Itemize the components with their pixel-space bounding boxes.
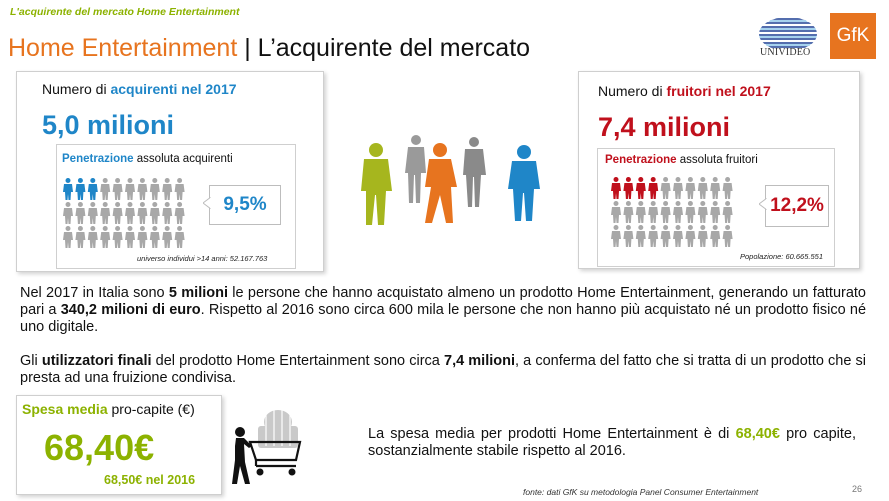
p1-text-2: le persone che hanno acquistato almeno un prodotto Home Entertainment, generando un fatturato pari a bbox=[20, 285, 866, 318]
buyers-label-highlight: acquirenti nel 2017 bbox=[110, 81, 237, 97]
person-icon bbox=[710, 177, 720, 199]
callout-pointer-icon bbox=[203, 197, 211, 209]
person-icon bbox=[150, 226, 160, 248]
buyers-footnote: universo individui >14 anni: 52.167.763 bbox=[137, 254, 268, 263]
person-icon bbox=[648, 225, 658, 247]
title-part-1: Home Entertainment bbox=[8, 34, 238, 62]
person-icon bbox=[648, 177, 658, 199]
users-penetration-label bbox=[605, 154, 758, 166]
person-icon bbox=[698, 177, 708, 199]
businesspeople-group-icon bbox=[352, 132, 552, 228]
person-icon bbox=[150, 202, 160, 224]
p2-bold-2: 7,4 milioni bbox=[444, 353, 516, 369]
person-icon bbox=[685, 225, 695, 247]
users-penetration-rest: assoluta fruitori bbox=[676, 154, 758, 166]
person-icon bbox=[137, 226, 147, 248]
spesa-text-2: pro capite, sostanzialmente stabile rispetto al 2016. bbox=[368, 426, 856, 459]
person-icon bbox=[710, 201, 720, 223]
person-icon bbox=[611, 177, 621, 199]
person-icon bbox=[125, 202, 135, 224]
spesa-label-bold: Spesa media bbox=[22, 401, 108, 417]
users-penetration-value: 12,2% bbox=[770, 195, 824, 216]
person-icon bbox=[113, 226, 123, 248]
person-icon bbox=[162, 202, 172, 224]
page-title bbox=[8, 34, 530, 63]
person-icon bbox=[150, 178, 160, 200]
spesa-label-rest: pro-capite (€) bbox=[107, 401, 195, 417]
univideo-logo-text: UNIVIDEO bbox=[760, 47, 811, 58]
spesa-paragraph bbox=[368, 426, 856, 460]
person-icon bbox=[75, 202, 85, 224]
person-icon bbox=[661, 201, 671, 223]
p2-text-2: del prodotto Home Entertainment sono circa bbox=[151, 353, 444, 369]
person-icon bbox=[63, 226, 73, 248]
person-icon bbox=[723, 201, 733, 223]
callout-pointer-icon bbox=[759, 198, 767, 210]
person-icon bbox=[698, 225, 708, 247]
buyers-penetration-rest: assoluta acquirenti bbox=[133, 153, 233, 165]
person-icon bbox=[88, 226, 98, 248]
person-icon bbox=[88, 178, 98, 200]
person-icon bbox=[113, 178, 123, 200]
person-icon bbox=[723, 177, 733, 199]
person-icon bbox=[162, 226, 172, 248]
person-icon bbox=[636, 201, 646, 223]
person-icon bbox=[162, 178, 172, 200]
person-icon bbox=[636, 225, 646, 247]
p2-bold-1: utilizzatori finali bbox=[41, 353, 152, 369]
person-icon bbox=[125, 178, 135, 200]
buyers-person-grid bbox=[62, 176, 188, 248]
buyers-penetration-callout bbox=[209, 185, 281, 225]
users-label bbox=[598, 83, 771, 99]
person-icon bbox=[611, 225, 621, 247]
person-icon bbox=[648, 201, 658, 223]
person-icon bbox=[673, 201, 683, 223]
spesa-text-1: La spesa media per prodotti Home Entertainment è di bbox=[368, 426, 736, 442]
users-footnote: Popolazione: 60.665.551 bbox=[740, 252, 823, 261]
person-icon bbox=[710, 225, 720, 247]
person-icon bbox=[636, 177, 646, 199]
person-icon bbox=[623, 177, 633, 199]
users-person-grid bbox=[610, 175, 736, 247]
person-icon bbox=[63, 202, 73, 224]
buyers-value: 5,0 milioni bbox=[42, 110, 175, 140]
shopping-cart-person-icon bbox=[228, 402, 302, 488]
person-icon bbox=[175, 226, 185, 248]
person-icon bbox=[685, 201, 695, 223]
buyers-label-prefix: Numero di bbox=[42, 81, 111, 97]
person-icon bbox=[661, 225, 671, 247]
person-icon bbox=[137, 178, 147, 200]
person-icon bbox=[175, 178, 185, 200]
spesa-previous-year: 68,50€ nel 2016 bbox=[104, 473, 196, 487]
users-value: 7,4 milioni bbox=[598, 112, 731, 142]
person-icon bbox=[623, 225, 633, 247]
users-label-prefix: Numero di bbox=[598, 83, 667, 99]
spesa-value: 68,40€ bbox=[44, 427, 155, 468]
p1-text-1: Nel 2017 in Italia sono bbox=[20, 285, 169, 301]
spesa-text-highlight: 68,40€ bbox=[735, 426, 780, 442]
section-label: L'acquirente del mercato Home Entertainment bbox=[10, 6, 240, 18]
buyers-penetration-label bbox=[62, 153, 233, 165]
person-icon bbox=[673, 225, 683, 247]
person-icon bbox=[63, 178, 73, 200]
buyers-penetration-bold: Penetrazione bbox=[62, 153, 134, 165]
person-icon bbox=[661, 177, 671, 199]
person-icon bbox=[100, 202, 110, 224]
person-icon bbox=[75, 226, 85, 248]
p2-text-3: , a conferma del fatto che si tratta di un prodotto che si presta ad una fruizione condivisa. bbox=[20, 353, 867, 386]
paragraph-users bbox=[20, 353, 866, 387]
person-icon bbox=[100, 226, 110, 248]
users-penetration-callout bbox=[765, 185, 829, 227]
title-part-2: L’acquirente del mercato bbox=[257, 34, 531, 62]
users-penetration-bold: Penetrazione bbox=[605, 154, 677, 166]
person-icon bbox=[137, 202, 147, 224]
person-icon bbox=[611, 201, 621, 223]
person-icon bbox=[88, 202, 98, 224]
paragraph-buyers bbox=[20, 285, 866, 336]
spesa-label bbox=[22, 401, 195, 417]
title-separator: | bbox=[237, 34, 258, 62]
p1-bold-1: 5 milioni bbox=[168, 285, 228, 301]
person-icon bbox=[100, 178, 110, 200]
person-icon bbox=[75, 178, 85, 200]
gfk-logo: GfK bbox=[830, 13, 876, 59]
person-icon bbox=[125, 226, 135, 248]
page-number: 26 bbox=[852, 484, 863, 494]
buyers-penetration-value: 9,5% bbox=[223, 194, 267, 215]
person-icon bbox=[698, 201, 708, 223]
buyers-label bbox=[42, 81, 237, 97]
source-note: fonte: dati GfK su metodologia Panel Consumer Entertainment bbox=[523, 487, 759, 497]
p1-bold-2: 340,2 milioni di euro bbox=[60, 302, 201, 318]
person-icon bbox=[623, 201, 633, 223]
p2-text-1: Gli bbox=[20, 353, 42, 369]
p1-text-3: . Rispetto al 2016 sono circa 600 mila le persone che non hanno più acquistato né un prodotto fisico né uno digitale. bbox=[20, 302, 867, 335]
person-icon bbox=[175, 202, 185, 224]
person-icon bbox=[113, 202, 123, 224]
person-icon bbox=[673, 177, 683, 199]
users-label-highlight: fruitori nel 2017 bbox=[666, 83, 771, 99]
person-icon bbox=[723, 225, 733, 247]
person-icon bbox=[685, 177, 695, 199]
